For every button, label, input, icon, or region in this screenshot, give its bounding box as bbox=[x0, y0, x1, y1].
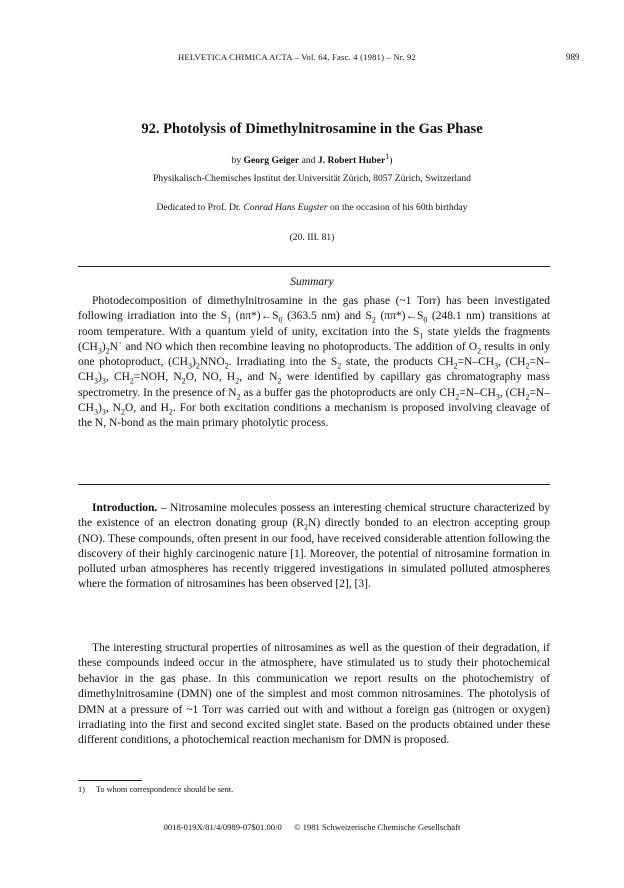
affiliation: Physikalisch-Chemisches Institut der Universität Zürich, 8057 Zürich, Switzerland bbox=[153, 173, 471, 184]
dedicatee-name: Conrad Hans Eugster bbox=[243, 202, 328, 213]
footnote-rule bbox=[78, 780, 142, 781]
summary-text-run: =N–CH bbox=[78, 356, 551, 384]
author-footnote-paren: ) bbox=[389, 155, 393, 166]
summary-subscript: 3 bbox=[494, 361, 499, 371]
summary-text-run: , and N bbox=[239, 371, 278, 384]
summary-subscript: 2 bbox=[371, 315, 376, 325]
summary-subscript: 2 bbox=[235, 376, 240, 386]
page-number: 989 bbox=[566, 52, 580, 62]
journal-citation: HELVETICA CHIMICA ACTA – Vol. 64, Fasc. 4 (1981) – Nr. 92 bbox=[178, 52, 417, 62]
summary-text-run: , (CH bbox=[499, 386, 526, 399]
author-2: J. Robert Huber bbox=[317, 155, 386, 166]
summary-text-run: =NOH, N bbox=[133, 371, 182, 384]
summary-subscript: 1 bbox=[419, 330, 424, 340]
summary-subscript: 2 bbox=[455, 392, 460, 402]
summary-text-run: O, NO, H bbox=[185, 371, 236, 384]
issn-code: 0018-019X/81/4/0989-07$01.00/0 bbox=[163, 822, 282, 832]
summary-text-run: . Irradiating into the S bbox=[228, 356, 338, 369]
summary-text-run: (nπ*)←S bbox=[231, 310, 279, 323]
intro-paragraph-2: The interesting structural properties of nitrosamines as well as the question of their degradation, if these compounds indeed occur in the atmosphere, have stimulated us to study their photochemical behavior in the gas phase. In this communication we report results on the photochemistry of dimethylnitrosamine (DMN) one of the simplest and most common nitrosamines. The photolysis of DMN at a pressure of ~1 Torr was carried out with and without a foreign gas (nitrogen or oxygen) irradiating into the first and second excited singlet state. Based on the products obtained under these different conditions, a photochemical reaction mechanism for DMN is proposed. bbox=[78, 642, 550, 747]
footnote-mark: 1) bbox=[78, 785, 85, 794]
summary-subscript: 3 bbox=[101, 376, 106, 386]
summary-subscript: 2 bbox=[337, 361, 342, 371]
summary-subscript: 2 bbox=[453, 361, 458, 371]
byline-by: by bbox=[231, 155, 242, 166]
summary-text-run: O, and H bbox=[124, 402, 169, 415]
summary-subscript: 1 bbox=[227, 315, 232, 325]
summary-heading: Summary bbox=[290, 276, 334, 288]
summary-subscript: 2 bbox=[195, 361, 200, 371]
summary-text-run: Photodecomposition of dimethylnitrosamine in the gas phase (~1 Torr) has been investigated following irradiation into the S bbox=[78, 295, 550, 323]
byline-and: and bbox=[301, 155, 316, 166]
intro-p1-part-a: – Nitrosamine molecules possess an interesting chemical structure characterized by the existence of an electron donating group (R bbox=[78, 502, 550, 530]
footnote bbox=[78, 785, 233, 794]
summary-text-run: , CH bbox=[105, 371, 130, 384]
summary-subscript: 2 bbox=[277, 376, 282, 386]
summary-text-run: ) bbox=[97, 371, 102, 384]
summary-bottom-rule bbox=[78, 484, 550, 485]
summary-subscript: 2 bbox=[168, 407, 173, 417]
summary-text-run: , N bbox=[105, 402, 121, 415]
summary-subscript: 3 bbox=[495, 392, 500, 402]
summary-subscript: 2 bbox=[120, 407, 125, 417]
article-title: 92. Photolysis of Dimethylnitrosamine in the Gas Phase bbox=[141, 121, 483, 137]
summary-subscript: 2 bbox=[477, 346, 482, 356]
summary-text-run: . For both excitation conditions a mechanism is proposed involving cleavage of the N, N-bond as the main primary photolytic process. bbox=[78, 402, 550, 430]
dedication-suffix: on the occasion of his 60th birthday bbox=[330, 202, 468, 213]
byline bbox=[0, 151, 624, 166]
summary-text-run: =N–CH bbox=[457, 356, 495, 369]
summary-text-run: state, the products CH bbox=[341, 356, 454, 369]
intro-paragraph-1 bbox=[78, 501, 550, 593]
summary-subscript: 3 bbox=[93, 376, 98, 386]
summary-subscript: 2 bbox=[525, 392, 530, 402]
page-footer bbox=[0, 822, 624, 832]
intro-p1-part-b: N) directly bonded to an electron accepting group (NO). These compounds, often present in our food, have received considerable attention following the discovery of their highly carcinogenic nature [1]. Moreover, the potential of nitrosamine formation in polluted urban atmospheres has recently triggered investigations in simulated polluted atmospheres where the formation of nitrosamines has been observed [2], [3]. bbox=[78, 517, 550, 591]
author-footnote-mark: 1 bbox=[385, 151, 390, 161]
copyright: © 1981 Schweizerische Chemische Gesellschaft bbox=[293, 822, 461, 832]
summary-subscript: 3 bbox=[101, 407, 106, 417]
summary-subscript: 3 bbox=[93, 407, 98, 417]
summary-text-run: ) bbox=[97, 402, 102, 415]
dedication bbox=[0, 202, 624, 213]
summary-text-run: ) bbox=[101, 340, 106, 353]
dedication-prefix: Dedicated to Prof. Dr. bbox=[156, 202, 241, 213]
summary-subscript: 2 bbox=[105, 346, 110, 356]
summary-text-run: (ππ*)←S bbox=[375, 310, 424, 323]
intro-heading: Introduction. bbox=[92, 502, 158, 514]
summary-text-run: (363.5 nm) and S bbox=[282, 310, 372, 323]
footnote-text: To whom correspondence should be sent. bbox=[95, 785, 234, 794]
summary-subscript: 2 bbox=[129, 376, 134, 386]
summary-subscript: 2 bbox=[181, 376, 186, 386]
summary-subscript: 2 bbox=[224, 361, 229, 371]
summary-text-run: results in only one photoproduct, (CH bbox=[78, 340, 550, 369]
author-1: Georg Geiger bbox=[243, 155, 300, 166]
summary-text-run: =N–CH bbox=[459, 386, 496, 399]
summary-top-rule bbox=[78, 266, 550, 267]
summary-text-run: state yields the fragments (CH bbox=[78, 325, 550, 353]
summary-text-run: (248.1 nm) transitions at room temperature. With a quantum yield of unity, excitation into the S bbox=[78, 310, 550, 338]
summary-text-run: ) bbox=[191, 356, 196, 369]
summary-subscript: 3 bbox=[97, 346, 102, 356]
summary-subscript: 2 bbox=[525, 361, 530, 371]
summary-subscript: 0 bbox=[423, 315, 428, 325]
summary-text-run: , (CH bbox=[498, 356, 526, 369]
summary-subscript: 0 bbox=[278, 315, 283, 325]
summary-text-run: =N–CH bbox=[78, 386, 550, 415]
summary-text-run: as a buffer gas the photoproducts are only CH bbox=[240, 386, 456, 399]
summary-subscript: 2 bbox=[236, 392, 241, 402]
intro-p1-subscript: 2 bbox=[304, 522, 309, 532]
summary-subscript: 3 bbox=[187, 361, 192, 371]
summary-text-run: were identified by capillary gas chromatography mass spectrometry. In the presence of N bbox=[78, 371, 550, 399]
summary-text-run: N˙ and NO which then recombine leaving no photoproducts. The addition of O bbox=[109, 340, 478, 353]
summary-text-run: NNO bbox=[199, 356, 225, 369]
summary-text bbox=[78, 294, 550, 432]
received-date: (20. III. 81) bbox=[289, 232, 335, 243]
